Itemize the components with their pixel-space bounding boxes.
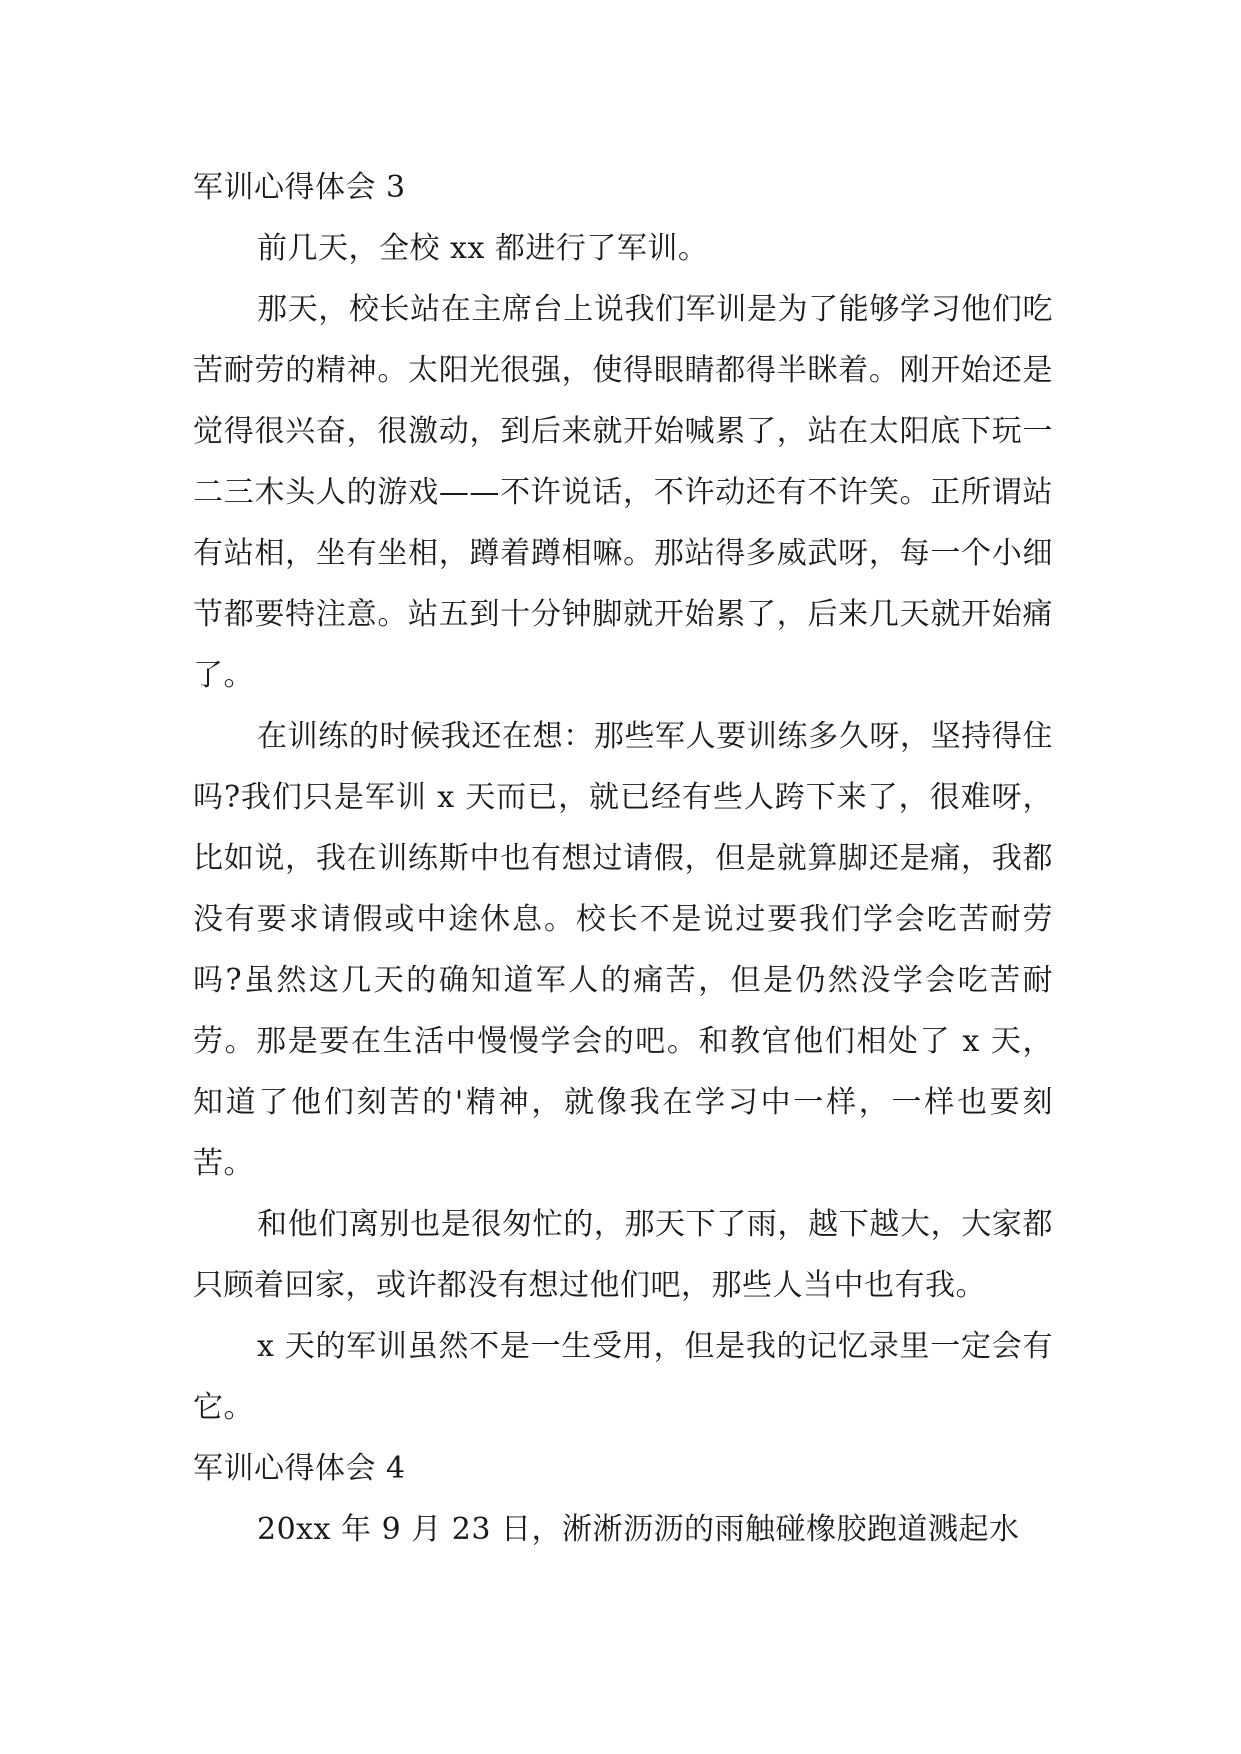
section-heading-4: 军训心得体会 4 [193, 1451, 406, 1486]
section-heading-3: 军训心得体会 3 [193, 170, 406, 205]
paragraph: 那天，校长站在主席台上说我们军训是为了能够学习他们吃苦耐劳的精神。太阳光很强，使得眼睛都得半眯着。刚开始还是觉得很兴奋，很激动，到后来就开始喊累了，站在太阳底下玩一二三木头人的游戏——不许说话，不许动还有不许笑。正所谓站有站相，坐有坐相，蹲着蹲相嘛。那站得多威武呀，每一个小细节都要特注意。站五到十分钟脚就开始累了，后来几天就开始痛了。 [193, 292, 1053, 693]
paragraph: 在训练的时候我还在想：那些军人要训练多久呀，坚持得住吗?我们只是军训 x 天而已，就已经有些人跨下来了，很难呀，比如说，我在训练斯中也有想过请假，但是就算脚还是痛，我都没有要求请假或中途休息。校长不是说过要我们学会吃苦耐劳吗?虽然这几天的确知道军人的痛苦，但是仍然没学会吃苦耐劳。那是要在生活中慢慢学会的吧。和教官他们相处了 x 天，知道了他们刻苦的'精神，就像我在学习中一样，一样也要刻苦。 [193, 719, 1053, 1181]
paragraph: 20xx 年 9 月 23 日，淅淅沥沥的雨触碰橡胶跑道溅起水 [257, 1512, 1020, 1547]
document-body [193, 157, 1053, 1560]
paragraph: x 天的军训虽然不是一生受用，但是我的记忆录里一定会有它。 [193, 1329, 1053, 1425]
paragraph: 前几天，全校 xx 都进行了军训。 [257, 231, 709, 266]
paragraph: 和他们离别也是很匆忙的，那天下了雨，越下越大，大家都只顾着回家，或许都没有想过他们吧，那些人当中也有我。 [193, 1207, 1053, 1303]
